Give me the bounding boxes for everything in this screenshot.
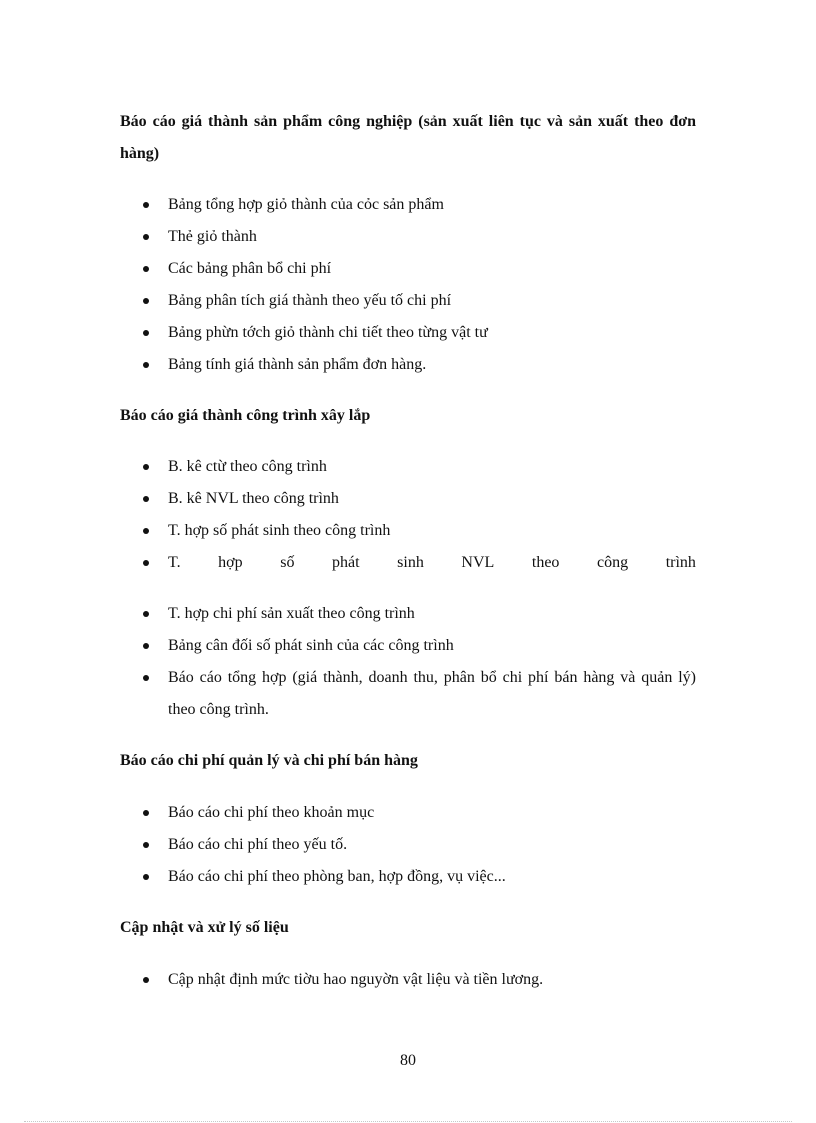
list-item: Cập nhật định mức tiờu hao nguyờn vật liệu và tiền lương. [0, 964, 696, 996]
bullet-icon [143, 266, 149, 272]
page-number: 80 [400, 1052, 416, 1069]
list-item-spread [0, 547, 696, 579]
bullet-icon [143, 874, 149, 880]
list-item: Các bảng phân bổ chi phí [0, 253, 696, 285]
list-item: Bảng tính giá thành sản phẩm đơn hàng. [0, 349, 696, 381]
footer-divider [24, 1121, 792, 1122]
list-item: Báo cáo chi phí theo yếu tố. [0, 829, 696, 861]
bullet-icon [143, 643, 149, 649]
bullet-icon [143, 675, 149, 681]
section-heading-data-update: Cập nhật và xử lý số liệu [120, 919, 289, 936]
list-item: T. hợp chi phí sản xuất theo công trình [0, 598, 696, 630]
list-item: Báo cáo chi phí theo phòng ban, hợp đồng, vụ việc... [0, 861, 696, 893]
bullet-icon [143, 528, 149, 534]
list-item: B. kê NVL theo công trình [0, 483, 696, 515]
list-item: Thẻ giỏ thành [0, 221, 696, 253]
list-item: Bảng tổng hợp giỏ thành của cỏc sản phẩm [0, 189, 696, 221]
bullet-icon [143, 810, 149, 816]
bullet-list-admin-sales-cost [0, 797, 696, 893]
bullet-icon [143, 560, 149, 566]
list-item: Báo cáo chi phí theo khoản mục [0, 797, 696, 829]
bullet-icon [143, 842, 149, 848]
list-item: Bảng phân tích giá thành theo yếu tố chi phí [0, 285, 696, 317]
bullet-list-industrial-cost [0, 189, 696, 381]
list-item: Bảng cân đối số phát sinh của các công trình [0, 630, 696, 662]
bullet-list-construction-cost-continued [0, 598, 696, 726]
bullet-icon [143, 977, 149, 983]
list-item: B. kê ctừ theo công trình [0, 451, 696, 483]
section-heading-industrial-cost: Báo cáo giá thành sản phẩm công nghiệp (sản xuất liên tục và sản xuất theo đơn hàng) [120, 113, 696, 162]
bullet-icon [143, 234, 149, 240]
bullet-list-construction-cost [0, 451, 696, 579]
bullet-list-data-update [0, 964, 696, 996]
justified-line: T. hợp số phát sinh NVL theo công trình [168, 554, 696, 571]
section-heading-admin-sales-cost: Báo cáo chi phí quản lý và chi phí bán hàng [120, 752, 418, 769]
bullet-icon [143, 362, 149, 368]
bullet-icon [143, 298, 149, 304]
bullet-icon [143, 496, 149, 502]
list-item: Báo cáo tổng hợp (giá thành, doanh thu, phân bổ chi phí bán hàng và quản lý) theo công trình. [0, 662, 696, 726]
list-item: Bảng phừn tớch giỏ thành chi tiết theo từng vật tư [0, 317, 696, 349]
section-heading-construction-cost: Báo cáo giá thành công trình xây lắp [120, 407, 371, 424]
bullet-icon [143, 464, 149, 470]
bullet-icon [143, 202, 149, 208]
bullet-icon [143, 330, 149, 336]
list-item: T. hợp số phát sinh theo công trình [0, 515, 696, 547]
bullet-icon [143, 611, 149, 617]
